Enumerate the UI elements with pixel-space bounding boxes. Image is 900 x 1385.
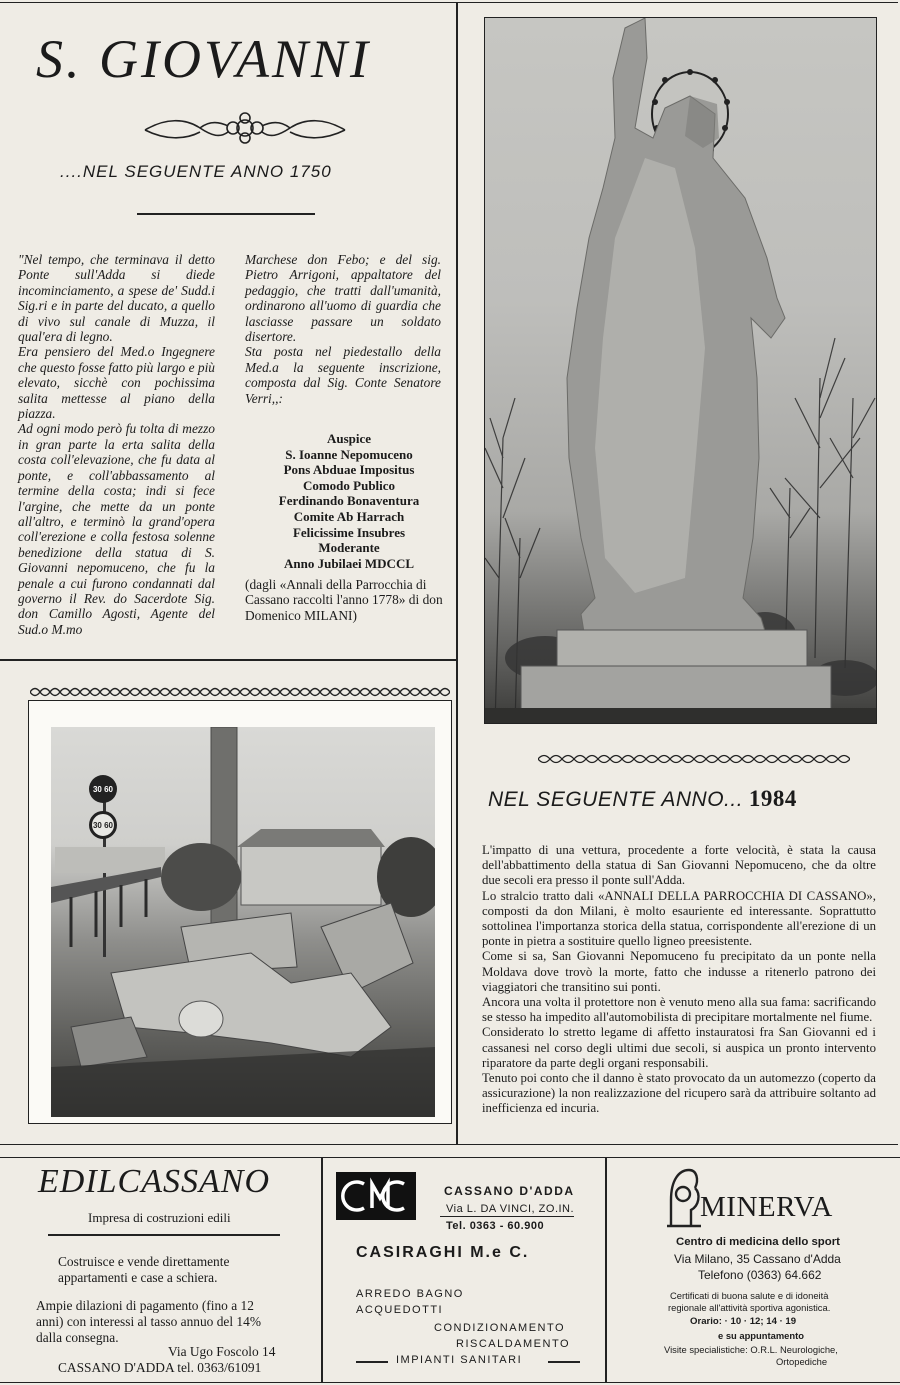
ad-casiraghi-name: CASIRAGHI M.e C. [356,1244,530,1261]
ad-casiraghi-city: CASSANO D'ADDA [444,1184,575,1198]
ad-edilcassano-text: dalla consegna. [36,1330,119,1345]
paragraph: Lo stralcio tratto dali «ANNALI DELLA PARROCCHIA DI CASSANO», composti da don Milani, è molto esauriente ed interessante. Soprattutto sottolinea l'importanza storica della statua, corrispondente all'erezione di un ponte in pietra a sostituire quello ligneo preesistente. [482,888,876,949]
paragraph: Considerato lo stretto legame di affetto instauratosi fra San Giovanni ed i cassanesi nel corso degli ultimi due secoli, si auspica un pronto intervento riparatore da parte degli organi responsabili. [482,1025,876,1070]
article-1984-body [482,843,876,1117]
minerva-logo-icon [665,1166,703,1230]
fallen-statue-photo [28,700,452,1124]
ad-minerva-name: MINERVA [700,1191,833,1223]
ad-minerva-appointment: e su appuntamento [718,1330,804,1341]
speed-sign [89,775,117,803]
ad-edilcassano-text: Ampie dilazioni di pagamento (fino a 12 [36,1298,254,1313]
ad-edilcassano-name: EDILCASSANO [38,1163,270,1200]
ad-minerva-line: Centro di medicina dello sport [676,1236,840,1248]
article-1984-title-text: NEL SEGUENTE ANNO... [488,788,744,811]
paragraph: Ad ogni modo però fu tolta di mezzo in gran parte la erta salita della costa coll'elevazione, che fu data al ponte, e coll'abbassamento al termine della costa; indi si fece l'argine, che mette da un ponte all'altro, e terminò la grand'opera coll'erezione e colla festosa solenne benedizione della statua di S. Giovanni nepomuceno, che fu la penale a cui furono condannati dal governo il Rev. do Sacerdote Sig. don Camillo Agosti, Agente del Sud.o M.mo [18,421,215,637]
statue-photo [484,17,877,724]
speed-sign [89,811,117,839]
ad-minerva-line: regionale all'attività sportiva agonistica. [668,1302,831,1313]
ad-edilcassano-text: appartamenti e case a schiera. [58,1270,218,1285]
ad-minerva-line: Via Milano, 35 Cassano d'Adda [674,1252,841,1266]
paragraph: Marchese don Febo; e del sig. Pietro Arrigoni, appaltatore del pedaggio, che tratti dall'umanità, ordinarono all'uomo di guardia che lasciasse passare un soldato disertore. [245,252,441,345]
ad-minerva-visits: Visite specialistiche: O.R.L. Neurologiche, [664,1344,838,1355]
ad-casiraghi-service: RISCALDAMENTO [456,1338,571,1350]
ad-minerva-visits: Ortopediche [776,1356,828,1367]
inscription-line: Felicissime Insubres [292,524,406,540]
speed-sign-label: 30 60 [92,820,114,830]
inscription-line: Anno Jubilaei MDCCL [283,555,415,571]
zigzag-border [30,685,450,699]
paragraph: Tenuto poi conto che il danno è stato provocato da un automezzo (coperto da assicurazione) la non realizzazione del ricupero sarà da attribuire soltanto ad inefficienza ed incuria. [482,1071,876,1116]
speed-sign-label: 30 60 [92,784,114,794]
article-1984-title-year: 1984 [748,786,797,811]
ad-casiraghi-service: ACQUEDOTTI [356,1304,444,1316]
ad-edilcassano-city: CASSANO D'ADDA tel. 0363/61091 [58,1360,262,1375]
paragraph: L'impatto di una vettura, procedente a forte velocità, è stata la causa dell'abbattimento della statua di San Giovanni Nepomuceno, che da oltre due secoli era presso il ponte sull'Adda. [482,843,876,888]
ad-edilcassano-address: Via Ugo Foscolo 14 [168,1344,276,1359]
ad-edilcassano-text: anni) con interessi al tasso annuo del 14% [36,1314,261,1329]
article-1984-title [488,786,797,812]
ad-minerva-hours: Orario: · 10 · 12; 14 · 19 [690,1316,797,1327]
inscription-line: S. Ioanne Nepomuceno [285,446,413,462]
ad-casiraghi-rule [356,1361,388,1363]
inscription-line: Comite Ab Harrach [293,508,405,524]
inscription [243,431,455,571]
casiraghi-logo [336,1172,416,1220]
article-1750-column-2 [245,252,441,406]
ad-edilcassano-text: Costruisce e vende direttamente [58,1254,230,1269]
article-1750-subtitle: ....NEL SEGUENTE ANNO 1750 [60,162,332,181]
paragraph: Sta posta nel piedestallo della Med.a la seguente inscrizione, composta dal Sig. Conte Senatore Verri,,: [245,344,441,406]
article-1750-column-1 [18,252,215,637]
ad-edilcassano-rule [48,1234,280,1236]
ad-edilcassano-tagline: Impresa di costruzioni edili [88,1210,231,1225]
inscription-line: Ferdinando Bonaventura [278,493,420,509]
inscription-line: Auspice [326,431,372,446]
paragraph: "Nel tempo, che terminava il detto Ponte sull'Adda si diede incominciamento, a spese de' Sudd.i Sig.ri e in parte del ducato, a quello di vivo sul canale di Muzza, il qual'era di legno. [18,252,215,345]
ad-casiraghi-address: Via L. DA VINCI, ZO.IN. [446,1203,575,1215]
inscription-line: Pons Abduae Impositus [283,462,415,478]
wave-divider [538,752,850,766]
page-title: S. GIOVANNI [36,29,371,89]
ornament-divider [140,106,350,150]
paragraph: Ancora una volta il protettore non è venuto meno alla sua fama: sacrificando se stesso ha impedito all'automobilista di precipitare mortalmente nel fiume. [482,995,876,1025]
paragraph: Era pensiero del Med.o Ingegnere che questo fosse fatto più largo e più elevato, sicchè con pochissima salita mettesse al piano della piazza. [18,344,215,422]
inscription-line: Moderante [318,540,380,556]
ad-casiraghi-rule [440,1216,574,1217]
citation: (dagli «Annali della Parrocchia di Cassano raccolti l'anno 1778» di don Domenico MILANI) [245,577,443,623]
ad-casiraghi-tel: Tel. 0363 - 60.900 [446,1220,545,1232]
paragraph: Come si sa, San Giovanni Nepomuceno fu precipitato da un ponte nella Moldava dove trovò la morte, fatto che indusse a ritenerlo patrono dei viaggiatori che transitino sui ponti. [482,949,876,994]
ad-casiraghi-service: IMPIANTI SANITARI [396,1354,523,1366]
ad-casiraghi-service: CONDIZIONAMENTO [434,1322,566,1334]
inscription-line: Comodo Publico [302,477,396,493]
ad-minerva-line: Certificati di buona salute e di idoneità [670,1290,829,1301]
subtitle-rule [137,213,315,215]
ad-casiraghi-service: ARREDO BAGNO [356,1288,464,1300]
ad-casiraghi-rule [548,1361,580,1363]
ad-minerva-line: Telefono (0363) 64.662 [698,1268,822,1282]
